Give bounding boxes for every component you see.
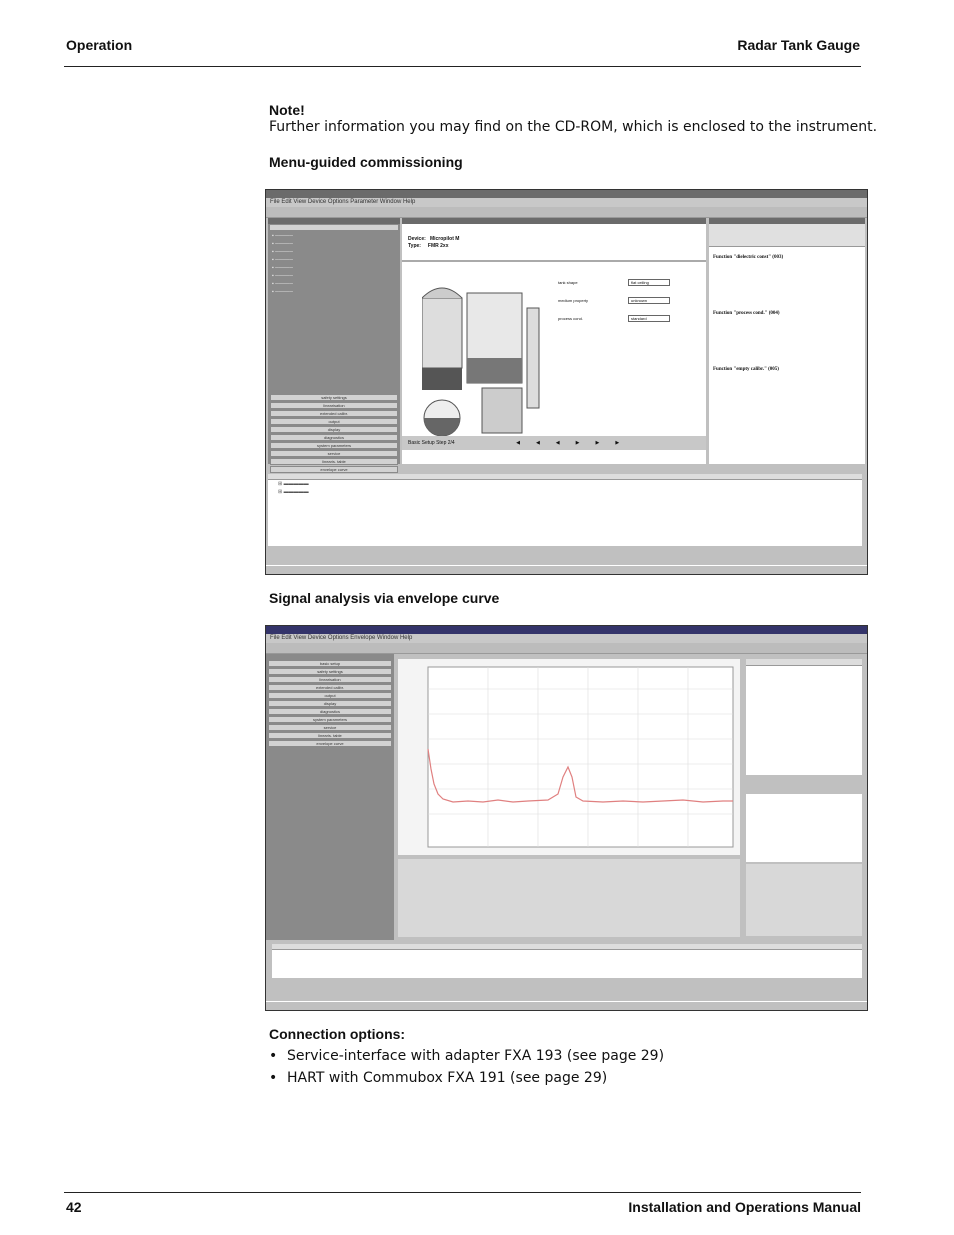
nav-button[interactable]: output — [270, 418, 398, 425]
screenshot-device-list — [272, 944, 862, 978]
nav-button[interactable]: service — [268, 724, 392, 731]
screenshot-title-bar — [266, 190, 867, 198]
screenshot-left-pane — [266, 654, 394, 940]
header-document-title: Radar Tank Gauge — [737, 37, 860, 53]
screenshot-commissioning — [265, 189, 868, 575]
note-text: Further information you may find on the CD-ROM, which is enclosed to the instrument. — [269, 119, 878, 135]
param-select[interactable]: standard — [628, 315, 670, 322]
nav-button[interactable]: basic setup — [268, 660, 392, 667]
param-label: medium property — [558, 297, 589, 303]
nav-button[interactable]: safety settings — [270, 394, 398, 401]
nav-button[interactable]: linearis. table — [270, 458, 398, 465]
nav-button[interactable]: output — [268, 692, 392, 699]
envelope-curve-chart — [398, 659, 740, 855]
page-number: 42 — [66, 1199, 82, 1215]
connection-options-list — [269, 1047, 664, 1091]
footer-divider — [64, 1192, 861, 1193]
param-label: tank shape — [558, 279, 578, 285]
parameters-panel — [746, 659, 862, 775]
screenshot-toolbar — [266, 207, 867, 218]
nav-button[interactable]: envelope curve — [268, 740, 392, 747]
list-item: • Service-interface with adapter FXA 193 (see page 29) — [269, 1048, 665, 1064]
nav-button[interactable]: system parameters — [270, 442, 398, 449]
nav-button[interactable]: extended calibr. — [268, 684, 392, 691]
curves-panel — [746, 794, 862, 862]
screenshot-device-list: ⊞ ▬▬▬▬▬ ⊞ ▬▬▬▬▬ — [268, 474, 862, 546]
screenshot-toolbar — [266, 643, 867, 654]
screenshot-main-pane: Device: Micropilot M Type: FMR 2xx tank shape flat ceiling medium property unknown process cond. standard Basic Setup Step 2/4 ◀◀◀▶▶▶ — [402, 218, 706, 464]
screenshot-taskbar — [266, 565, 867, 574]
nav-button[interactable]: linearisation — [270, 402, 398, 409]
section-heading-menu-guided: Menu-guided commissioning — [269, 154, 463, 170]
param-row — [558, 309, 670, 327]
nav-button[interactable]: diagnostics — [268, 708, 392, 715]
nav-button[interactable]: display — [270, 426, 398, 433]
tank-illustration — [422, 268, 552, 438]
header-divider — [64, 66, 861, 67]
type-label: Type: — [408, 243, 421, 249]
screenshot-taskbar — [266, 1001, 867, 1010]
nav-button[interactable]: linearis. table — [268, 732, 392, 739]
footer-manual-title: Installation and Operations Manual — [628, 1199, 861, 1215]
nav-button[interactable]: safety settings — [268, 668, 392, 675]
section-heading-connection: Connection options: — [269, 1026, 406, 1042]
nav-button[interactable]: linearisation — [268, 676, 392, 683]
nav-button[interactable]: diagnostics — [270, 434, 398, 441]
section-heading-signal-analysis: Signal analysis via envelope curve — [269, 590, 500, 606]
screenshot-envelope-curve — [265, 625, 868, 1011]
nav-button[interactable]: service — [270, 450, 398, 457]
screenshot-left-pane: ▪ ───── ▪ ───── ▪ ───── ▪ ───── ▪ ───── ▪ ───── ▪ ───── ▪ ───── safety settings linearisation extended calibr. output display diagnostics system parameters service linearis. table envelope curve — [268, 218, 400, 464]
screenshot-menu-bar: File Edit View Device Options Parameter Window Help — [266, 198, 867, 207]
curve-data-panel — [746, 864, 862, 936]
param-row — [558, 291, 670, 309]
nav-button[interactable]: system parameters — [268, 716, 392, 723]
help-section-title: Function "process cond." (004) — [713, 311, 780, 316]
nav-button[interactable]: extended calibr. — [270, 410, 398, 417]
param-select[interactable]: flat ceiling — [628, 279, 670, 286]
device-label: Device: — [408, 236, 426, 242]
envelope-curve-svg — [398, 659, 740, 855]
note-title: Note! — [269, 102, 305, 118]
param-select[interactable]: unknown — [628, 297, 670, 304]
header-section-title: Operation — [66, 37, 133, 53]
curve-info-panel — [398, 859, 740, 937]
step-label: Basic Setup Step 2/4 — [408, 440, 455, 446]
screenshot-menu-bar: File Edit View Device Options Envelope Window Help — [266, 634, 867, 643]
type-value: FMR 2xx — [427, 243, 449, 249]
list-item: • HART with Commubox FXA 191 (see page 29) — [269, 1070, 608, 1086]
screenshot-help-pane — [709, 218, 865, 464]
help-section-title: Function "dielectric const" (003) — [713, 255, 784, 260]
param-label: process cond. — [558, 315, 583, 321]
screenshot-title-bar — [266, 626, 867, 634]
nav-button[interactable]: display — [268, 700, 392, 707]
param-row — [558, 273, 670, 291]
help-section-title: Function "empty calibr." (005) — [713, 367, 779, 372]
nav-button[interactable]: envelope curve — [270, 466, 398, 473]
device-value: Micropilot M — [429, 236, 460, 242]
